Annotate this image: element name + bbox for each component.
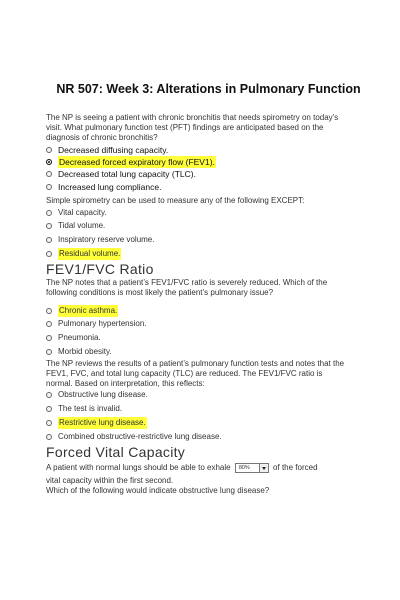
percentage-dropdown[interactable] xyxy=(235,463,269,473)
radio-button-icon[interactable] xyxy=(46,308,52,314)
radio-button-icon[interactable] xyxy=(46,237,52,243)
q2-option-a[interactable] xyxy=(46,207,107,219)
option-label-highlighted: Decreased forced expiratory flow (FEV1). xyxy=(59,157,215,167)
option-label-highlighted: Residual volume. xyxy=(59,249,121,258)
radio-button-icon[interactable] xyxy=(46,184,52,190)
question-3-stem: The NP notes that a patient’s FEV1/FVC ratio is severely reduced. Which of the following conditions is most likely the patient’s pulmonary issue? xyxy=(46,278,328,297)
q1-option-c[interactable] xyxy=(46,168,196,180)
radio-button-selected-icon[interactable] xyxy=(46,159,52,165)
q4-option-b[interactable] xyxy=(46,403,122,415)
radio-button-icon[interactable] xyxy=(46,392,52,398)
option-label: Pulmonary hypertension. xyxy=(58,319,147,328)
radio-button-icon[interactable] xyxy=(46,420,52,426)
option-label: Inspiratory reserve volume. xyxy=(58,235,155,244)
question-1-stem: The NP is seeing a patient with chronic bronchitis that needs spirometry on today’s visit. What pulmonary function test (PFT) findings are anticipated based on the diagnosis of chronic bronchitis? xyxy=(46,113,339,142)
radio-button-icon[interactable] xyxy=(46,349,52,355)
radio-button-icon[interactable] xyxy=(46,210,52,216)
sentence-before: A patient with normal lungs should be able to exhale xyxy=(46,463,231,473)
option-label: Obstructive lung disease. xyxy=(58,390,148,399)
option-label: Combined obstructive-restrictive lung disease. xyxy=(58,432,222,441)
section-heading-fev1-fvc: FEV1/FVC Ratio xyxy=(46,261,154,277)
option-label: Morbid obesity. xyxy=(58,347,112,356)
q1-option-b[interactable] xyxy=(46,156,216,168)
dropdown-value: 80% xyxy=(238,465,250,471)
option-label-highlighted: Restrictive lung disease. xyxy=(59,418,146,427)
radio-button-icon[interactable] xyxy=(46,223,52,229)
q4-option-d[interactable] xyxy=(46,431,222,443)
option-label: Decreased total lung capacity (TLC). xyxy=(58,169,196,179)
page-title: NR 507: Week 3: Alterations in Pulmonary Function xyxy=(56,82,361,96)
radio-button-icon[interactable] xyxy=(46,406,52,412)
question-4-stem: The NP reviews the results of a patient’s pulmonary function tests and notes that the FEV1, FVC, and total lung capacity (TLC) are reduced. The FEV1/FVC ratio is normal. Based on interpretation, this reflects: xyxy=(46,359,345,388)
q4-option-a[interactable] xyxy=(46,389,148,401)
radio-button-icon[interactable] xyxy=(46,335,52,341)
option-label: The test is invalid. xyxy=(58,404,123,413)
q4-option-c[interactable] xyxy=(46,417,147,429)
q1-option-a[interactable] xyxy=(46,144,168,156)
option-label: Pneumonia. xyxy=(58,333,101,342)
radio-button-icon[interactable] xyxy=(46,251,52,257)
radio-button-icon[interactable] xyxy=(46,434,52,440)
forced-vc-question: Which of the following would indicate obstructive lung disease? xyxy=(46,486,270,495)
q3-option-b[interactable] xyxy=(46,318,147,330)
option-label: Increased lung compliance. xyxy=(58,182,162,192)
option-label-highlighted: Chronic asthma. xyxy=(59,306,118,315)
section-heading-forced-vital-capacity: Forced Vital Capacity xyxy=(46,444,186,460)
chevron-down-icon[interactable] xyxy=(259,464,268,472)
option-label: Tidal volume. xyxy=(58,221,106,230)
option-label: Decreased diffusing capacity. xyxy=(58,145,169,155)
option-label: Vital capacity. xyxy=(58,208,107,217)
q2-option-c[interactable] xyxy=(46,234,154,246)
q2-option-b[interactable] xyxy=(46,220,105,232)
radio-button-icon[interactable] xyxy=(46,147,52,153)
q3-option-c[interactable] xyxy=(46,332,101,344)
q3-option-a[interactable] xyxy=(46,305,118,317)
radio-button-icon[interactable] xyxy=(46,321,52,327)
radio-button-icon[interactable] xyxy=(46,171,52,177)
forced-vc-sentence-line2: vital capacity within the first second. xyxy=(46,476,174,485)
sentence-after: of the forced xyxy=(273,463,318,473)
forced-vc-sentence xyxy=(46,463,356,473)
q1-option-d[interactable] xyxy=(46,181,161,193)
question-2-stem: Simple spirometry can be used to measure any of the following EXCEPT: xyxy=(46,196,305,205)
q3-option-d[interactable] xyxy=(46,346,112,358)
q2-option-d[interactable] xyxy=(46,248,121,260)
